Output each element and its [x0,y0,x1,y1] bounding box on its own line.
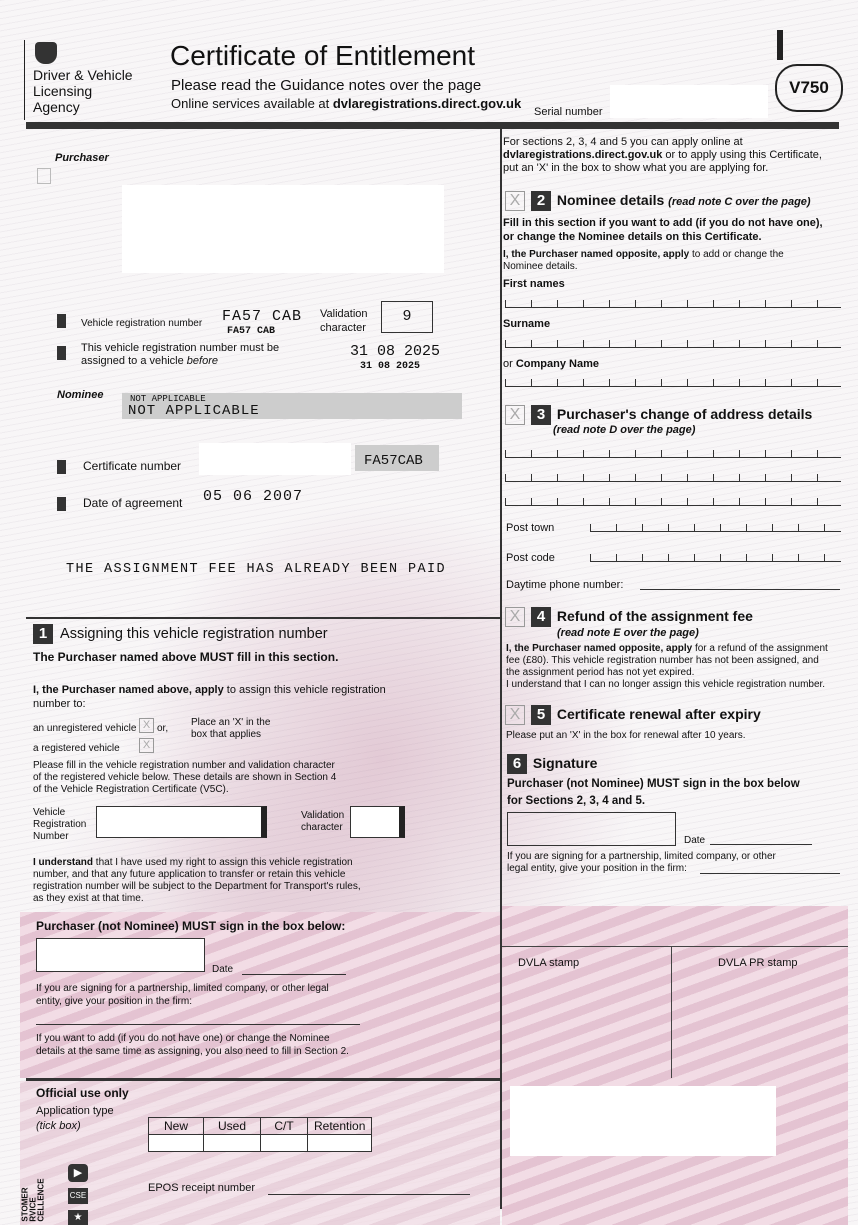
section1-nominee-note-line1: If you want to add (if you do not have one) or change the Nominee [36,1033,330,1044]
section1-apply-line1 [33,683,386,697]
section3-checkbox[interactable]: X [505,405,525,425]
post-code-field[interactable] [590,551,841,562]
section4-title: Refund of the assignment fee [556,608,753,624]
place-x-note [191,717,270,741]
understand-line1 [33,857,361,869]
section1-heading [33,624,328,644]
place-x-line1: Place an 'X' in the [191,717,271,728]
app-type-used: Used [204,1118,261,1135]
vrn-marker [57,314,66,328]
section5-number: 5 [531,705,551,725]
online-services [171,96,521,111]
unregistered-label: an unregistered vehicle [33,723,137,734]
section2-apply-line2: Nominee details. [503,261,578,272]
cse-side-text1: STOMER [20,1187,30,1222]
agreement-marker [57,497,66,511]
customer-service-logo [20,1160,92,1225]
epos-receipt-label: EPOS receipt number [148,1182,255,1194]
section1-position-line[interactable] [36,1024,360,1025]
dvla-pr-stamp-label: DVLA PR stamp [718,957,798,969]
official-stamp-redacted [510,1086,776,1156]
section2-apply-rest: to add or change the [689,249,784,260]
surname-field[interactable] [505,337,841,348]
surname-label: Surname [503,318,551,330]
section2-fill-line1: Fill in this section if you want to add (if you do not have one), [503,217,823,229]
vrn-label: Vehicle registration number [81,318,203,329]
first-names-field[interactable] [505,297,841,308]
section2-apply [503,249,784,273]
fill-note [33,760,336,796]
section4-apply-rest: for a refund of the assignment [692,643,828,654]
right-intro-line3: put an 'X' in the box to show what you are applying for. [503,162,769,174]
validation-label-line1: Validation [320,308,368,320]
date-of-agreement-label: Date of agreement [83,496,183,510]
fill-note-line1: Please fill in the vehicle registration number and validation character [33,760,335,771]
daytime-phone-field[interactable] [640,589,840,590]
date-of-agreement-value: 05 06 2007 [203,488,304,505]
play-icon: ▶ [68,1164,88,1182]
online-prefix: Online services available at [171,96,333,111]
before-date-small: 31 08 2025 [360,361,421,372]
cse-side-text3: CELLENCE [36,1178,46,1222]
assign-before-line2-text: assigned to a vehicle [81,355,187,367]
section4-number: 4 [531,607,551,627]
unregistered-checkbox[interactable]: X [139,718,154,733]
section6-heading [507,754,597,774]
understand-bold: I understand [33,857,94,868]
section1-date-label: Date [212,964,234,975]
app-type-ct: C/T [261,1118,308,1135]
app-type-retention: Retention [308,1118,372,1135]
section4-apply-bold: I, the Purchaser named opposite, apply [506,643,693,654]
top-right-marker [777,30,783,60]
understand-text [33,857,361,905]
registered-validation-label2: character [301,822,343,833]
section2-fill-line2: or change the Nominee details on this Certificate. [503,231,762,243]
or-label: or, [157,723,169,734]
registered-vrn-label1: Vehicle [33,807,66,818]
fee-paid-notice: THE ASSIGNMENT FEE HAS ALREADY BEEN PAID [66,562,447,577]
validation-label-line2: character [320,322,366,334]
cse-side-text2: RVICE [28,1197,38,1222]
section3-note: (read note D over the page) [553,424,696,436]
tick-ct[interactable] [261,1135,308,1152]
stamp-grid-divider [671,946,672,1078]
right-intro-line1: For sections 2, 3, 4 and 5 you can apply online at [503,136,743,148]
application-type-label: Application type [36,1105,114,1117]
nominee-value: NOT APPLICABLE [128,403,260,419]
section4-line3: the assignment period has not yet expired. [506,667,695,678]
section4-line1 [506,643,828,655]
section1-partnership-line1: If you are signing for a partnership, limited company, or other legal [36,983,329,994]
assign-before-line2 [81,355,279,368]
section2-number: 2 [531,191,551,211]
stamp-grid-top [502,946,848,947]
section4-line4: I understand that I can no longer assign this vehicle registration number. [506,679,826,690]
section1-partnership [36,982,329,1008]
section6-must [507,776,800,810]
registered-label: a registered vehicle [33,743,120,754]
vrn-value: FA57 CAB [222,308,303,325]
vrn-value-small: FA57 CAB [227,326,276,337]
app-type-new: New [149,1118,204,1135]
section1-apply-rest: to assign this vehicle registration [223,684,386,696]
address-line3-field[interactable] [505,495,841,506]
nominee-label: Nominee [57,389,104,401]
understand-line4: as they exist at that time. [33,893,144,904]
understand-line2: number, and that any future application to transfer or retain this vehicle [33,869,346,880]
tick-box-label: (tick box) [36,1120,81,1132]
agency-name-line3: Agency [33,99,80,115]
certificate-number-value: FA57CAB [364,453,423,469]
validation-character-box: 9 [381,301,433,333]
company-name-label [503,358,599,370]
first-names-label: First names [503,278,565,290]
section6-date-line[interactable] [710,844,812,845]
understand-line3: registration number will be subject to the Department for Transport's rules, [33,881,361,892]
right-intro [503,136,822,175]
purchaser-checkbox[interactable] [37,168,51,184]
section6-partnership [507,851,776,875]
tick-retention[interactable] [308,1135,372,1152]
company-name-text: Company Name [515,358,599,370]
page-subtitle: Please read the Guidance notes over the page [171,77,482,94]
address-line1-field[interactable] [505,447,841,458]
before-date: 31 08 2025 [350,343,441,360]
section6-signature-box[interactable] [507,812,676,846]
section1-title: Assigning this vehicle registration number [60,626,328,642]
serial-number-label: Serial number [534,106,603,118]
application-type-header-row [149,1118,372,1135]
registered-validation-label [301,810,344,834]
section6-must-line2: for Sections 2, 3, 4 and 5. [507,795,646,807]
registered-validation-label1: Validation [301,810,345,821]
section1-apply-bold: I, the Purchaser named above, apply [33,684,224,696]
post-code-label: Post code [506,552,555,564]
section3-number: 3 [531,405,551,425]
section3-title: Purchaser's change of address details [556,406,813,422]
header-rule [26,122,839,129]
company-name-field[interactable] [505,376,841,387]
registered-vrn-label3: Number [33,831,69,842]
form-code-badge: V750 [775,64,843,112]
crest-icon [35,42,57,64]
assign-before-marker [57,346,66,360]
certificate-number-label: Certificate number [83,459,182,473]
section4-heading [531,607,753,627]
registered-vrn-label [33,807,86,843]
daytime-phone-label: Daytime phone number: [506,579,624,591]
section2-checkbox[interactable]: X [505,191,525,211]
section6-date-label: Date [684,835,706,846]
section6-title: Signature [532,755,598,771]
section5-title: Certificate renewal after expiry [556,706,761,722]
section3-heading [531,405,812,425]
section6-partnership-line2: legal entity, give your position in the firm: [507,863,687,874]
agency-name-line2: Licensing [33,83,93,99]
assign-before-line1: This vehicle registration number must be [81,342,280,354]
section6-position-line[interactable] [700,873,840,874]
agency-name-line1: Driver & Vehicle [33,67,133,83]
star-icon: ★ [68,1210,88,1225]
page-title: Certificate of Entitlement [170,40,476,71]
section6-must-line1: Purchaser (not Nominee) MUST sign in the box below [507,778,800,790]
post-town-label: Post town [506,522,555,534]
section1-nominee-note-line2: details at the same time as assigning, you also need to fill in Section 2. [36,1046,349,1057]
registered-checkbox[interactable]: X [139,738,154,753]
fill-note-line3: of the Vehicle Registration Certificate (V5C). [33,784,229,795]
section5-note: Please put an 'X' in the box for renewal after 10 years. [506,730,746,741]
assign-before-italic: before [186,355,218,367]
section1-apply [33,683,386,711]
application-type-table [148,1117,372,1152]
official-panel [20,1081,500,1225]
section4-checkbox[interactable]: X [505,607,525,627]
or-text: or [503,358,516,370]
section2-heading [531,191,811,211]
post-town-field[interactable] [590,521,841,532]
cse-side-text [22,1178,46,1221]
section4-text [506,643,828,691]
section1-number: 1 [33,624,53,644]
certificate-number-redacted [199,443,351,475]
section6-partnership-line1: If you are signing for a partnership, limited company, or other [507,851,776,862]
validation-label [320,307,368,335]
left-section-rule [26,617,500,619]
official-use-title: Official use only [36,1086,129,1100]
section2-fill [503,216,823,244]
online-url[interactable]: dvlaregistrations.direct.gov.uk [332,96,522,111]
dvla-stamp-label: DVLA stamp [518,957,580,969]
registered-vrn-label2: Registration [33,819,87,830]
section1-must-fill: The Purchaser named above MUST fill in this section. [33,650,339,664]
stamp-panel [502,906,848,1225]
tick-used[interactable] [204,1135,261,1152]
purchaser-address-field [122,185,444,273]
section1-partnership-line2: entity, give your position in the firm: [36,996,192,1007]
cert-marker [57,460,66,474]
application-type-tick-row [149,1135,372,1152]
section1-sign-heading: Purchaser (not Nominee) MUST sign in the box below: [36,919,346,933]
section4-line2: fee (£80). This vehicle registration number has not been assigned, and [506,655,819,666]
section1-date-line[interactable] [242,974,346,975]
section1-signature-box[interactable] [36,938,205,972]
nominee-value-small: NOT APPLICABLE [130,394,206,404]
dvla-logo [24,40,145,120]
tick-new[interactable] [149,1135,204,1152]
place-x-line2: box that applies [191,729,262,740]
epos-receipt-line[interactable] [268,1194,470,1195]
serial-number-field[interactable] [610,85,768,118]
registered-validation-input[interactable] [350,806,405,838]
section1-nominee-note [36,1032,349,1058]
address-line2-field[interactable] [505,471,841,482]
section5-checkbox[interactable]: X [505,705,525,725]
registered-vrn-input[interactable] [96,806,267,838]
purchaser-label: Purchaser [55,152,109,164]
section5-heading [531,705,761,725]
assign-before-text [81,342,279,368]
understand-rest1: that I have used my right to assign this vehicle registration [93,857,353,868]
section2-apply-bold: I, the Purchaser named opposite, apply [503,249,690,260]
right-intro-url[interactable]: dvlaregistrations.direct.gov.uk [503,149,663,161]
cse-icon: CSE [68,1188,88,1204]
right-intro-line2 [503,149,822,162]
right-intro-line2-rest: or to apply using this Certificate, [662,149,822,161]
section2-note: (read note C over the page) [668,196,811,208]
section2-title: Nominee details [556,192,665,208]
section6-number: 6 [507,754,527,774]
section4-note: (read note E over the page) [557,627,699,639]
section2-apply-line1 [503,249,784,261]
section1-apply-line2: number to: [33,698,86,710]
fill-note-line2: of the registered vehicle below. These details are shown in Section 4 [33,772,337,783]
